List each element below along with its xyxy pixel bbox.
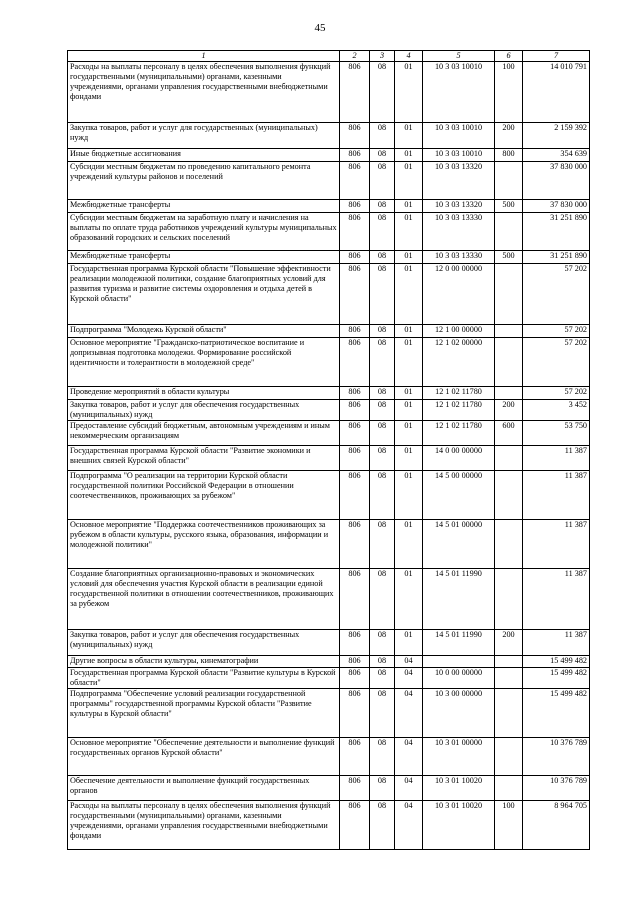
- row-value-cell: 08: [370, 123, 395, 149]
- row-value-cell: [495, 738, 523, 776]
- row-name-cell: Закупка товаров, работ и услуг для обеспечения государственных (муниципальных) нужд: [68, 630, 340, 656]
- row-value-cell: 200: [495, 123, 523, 149]
- header-cell: 6: [495, 51, 523, 62]
- row-value-cell: 08: [370, 325, 395, 338]
- row-value-cell: 04: [395, 738, 423, 776]
- row-value-cell: 806: [340, 656, 370, 668]
- header-cell: 3: [370, 51, 395, 62]
- row-value-cell: 806: [340, 251, 370, 264]
- row-value-cell: 806: [340, 738, 370, 776]
- row-value-cell: 08: [370, 569, 395, 630]
- row-value-cell: 806: [340, 569, 370, 630]
- row-value-cell: 200: [495, 630, 523, 656]
- row-value-cell: 806: [340, 325, 370, 338]
- row-value-cell: 01: [395, 162, 423, 200]
- row-value-cell: 08: [370, 200, 395, 213]
- row-value-cell: 806: [340, 520, 370, 569]
- row-name-cell: Иные бюджетные ассигнования: [68, 149, 340, 162]
- table-row: [68, 338, 590, 387]
- row-value-cell: 57 202: [523, 387, 590, 400]
- row-value-cell: 12 1 00 00000: [423, 325, 495, 338]
- row-name-cell: Закупка товаров, работ и услуг для государственных (муниципальных) нужд: [68, 123, 340, 149]
- row-value-cell: 01: [395, 569, 423, 630]
- row-name-cell: Обеспечение деятельности и выполнение функций государственных органов: [68, 776, 340, 801]
- row-value-cell: [495, 471, 523, 520]
- header-row: [68, 51, 590, 62]
- table-row: [68, 421, 590, 446]
- row-value-cell: 15 499 482: [523, 656, 590, 668]
- row-value-cell: 08: [370, 387, 395, 400]
- row-value-cell: 01: [395, 264, 423, 325]
- row-value-cell: 01: [395, 149, 423, 162]
- row-value-cell: 806: [340, 387, 370, 400]
- row-value-cell: 806: [340, 400, 370, 421]
- row-value-cell: 08: [370, 801, 395, 850]
- row-value-cell: 08: [370, 738, 395, 776]
- row-name-cell: Предоставление субсидий бюджетным, автономным учреждениям и иным некоммерческим организациям: [68, 421, 340, 446]
- row-value-cell: 354 639: [523, 149, 590, 162]
- row-value-cell: 14 010 791: [523, 62, 590, 123]
- row-name-cell: Субсидии местным бюджетам на заработную плату и начисления на выплаты по оплате труда работников учреждений культуры муниципальных образований городских и сельских поселений: [68, 213, 340, 251]
- row-value-cell: 10 376 789: [523, 776, 590, 801]
- row-value-cell: 15 499 482: [523, 689, 590, 738]
- row-value-cell: 11 387: [523, 569, 590, 630]
- row-name-cell: Подпрограмма "Молодежь Курской области": [68, 325, 340, 338]
- row-value-cell: 500: [495, 251, 523, 264]
- row-value-cell: 04: [395, 689, 423, 738]
- row-name-cell: Основное мероприятие "Обеспечение деятельности и выполнение функций государственных органов Курской области": [68, 738, 340, 776]
- row-value-cell: 08: [370, 162, 395, 200]
- row-value-cell: 10 3 00 00000: [423, 689, 495, 738]
- budget-table: [67, 50, 590, 850]
- row-value-cell: 10 0 00 00000: [423, 668, 495, 689]
- row-value-cell: 100: [495, 62, 523, 123]
- row-value-cell: [423, 656, 495, 668]
- row-value-cell: 01: [395, 387, 423, 400]
- table-row: [68, 162, 590, 200]
- row-name-cell: Подпрограмма "Обеспечение условий реализации государственной программы" государственной программы Курской области "Развитие культуры в Курской области": [68, 689, 340, 738]
- row-value-cell: [495, 569, 523, 630]
- row-value-cell: 08: [370, 338, 395, 387]
- row-value-cell: 08: [370, 149, 395, 162]
- row-value-cell: [495, 656, 523, 668]
- row-name-cell: Государственная программа Курской области "Развитие экономики и внешних связей Курской области": [68, 446, 340, 471]
- row-value-cell: 10 3 03 13330: [423, 251, 495, 264]
- row-value-cell: 11 387: [523, 471, 590, 520]
- row-value-cell: 806: [340, 213, 370, 251]
- row-value-cell: 04: [395, 668, 423, 689]
- row-name-cell: Основное мероприятие "Поддержка соотечественников проживающих за рубежом в области культуры, русского языка, образования, информации и молодежной политики": [68, 520, 340, 569]
- table-row: [68, 62, 590, 123]
- row-value-cell: 08: [370, 776, 395, 801]
- row-value-cell: [495, 213, 523, 251]
- header-cell: 2: [340, 51, 370, 62]
- row-value-cell: 600: [495, 421, 523, 446]
- row-value-cell: 08: [370, 251, 395, 264]
- table-row: [68, 264, 590, 325]
- row-value-cell: 806: [340, 689, 370, 738]
- row-value-cell: 14 5 01 00000: [423, 520, 495, 569]
- table-row: [68, 689, 590, 738]
- row-value-cell: 37 830 000: [523, 162, 590, 200]
- row-value-cell: 11 387: [523, 630, 590, 656]
- row-name-cell: Другие вопросы в области культуры, кинематографии: [68, 656, 340, 668]
- table-row: [68, 801, 590, 850]
- row-value-cell: [495, 387, 523, 400]
- row-value-cell: [495, 776, 523, 801]
- row-value-cell: 12 1 02 00000: [423, 338, 495, 387]
- row-value-cell: 806: [340, 421, 370, 446]
- row-value-cell: 08: [370, 656, 395, 668]
- row-value-cell: 12 1 02 11780: [423, 421, 495, 446]
- row-value-cell: 01: [395, 200, 423, 213]
- row-name-cell: Закупка товаров, работ и услуг для обеспечения государственных (муниципальных) нужд: [68, 400, 340, 421]
- row-value-cell: 08: [370, 446, 395, 471]
- row-value-cell: 01: [395, 213, 423, 251]
- row-value-cell: 14 5 00 00000: [423, 471, 495, 520]
- row-name-cell: Подпрограмма "О реализации на территории Курской области государственной политики Российской Федерации в отношении соотечественников, проживающих за рубежом": [68, 471, 340, 520]
- row-value-cell: [495, 338, 523, 387]
- table-row: [68, 520, 590, 569]
- row-value-cell: 04: [395, 776, 423, 801]
- row-value-cell: 01: [395, 471, 423, 520]
- row-value-cell: 37 830 000: [523, 200, 590, 213]
- row-value-cell: 01: [395, 520, 423, 569]
- row-value-cell: 12 0 00 00000: [423, 264, 495, 325]
- table-row: [68, 738, 590, 776]
- row-value-cell: 12 1 02 11780: [423, 400, 495, 421]
- row-value-cell: 01: [395, 123, 423, 149]
- row-value-cell: 806: [340, 162, 370, 200]
- header-cell: 5: [423, 51, 495, 62]
- row-value-cell: 10 3 03 10010: [423, 62, 495, 123]
- row-value-cell: 806: [340, 668, 370, 689]
- row-value-cell: 08: [370, 630, 395, 656]
- row-value-cell: 08: [370, 62, 395, 123]
- row-value-cell: 10 3 03 13330: [423, 213, 495, 251]
- row-value-cell: 57 202: [523, 338, 590, 387]
- table-body: [68, 62, 590, 850]
- row-value-cell: 10 3 03 13320: [423, 200, 495, 213]
- table-row: [68, 325, 590, 338]
- header-cell: 7: [523, 51, 590, 62]
- table-row: [68, 569, 590, 630]
- row-value-cell: 14 5 01 11990: [423, 630, 495, 656]
- table-row: [68, 656, 590, 668]
- row-value-cell: [495, 520, 523, 569]
- table-row: [68, 213, 590, 251]
- table-row: [68, 123, 590, 149]
- row-value-cell: 11 387: [523, 446, 590, 471]
- row-value-cell: 01: [395, 400, 423, 421]
- row-value-cell: 10 3 03 10010: [423, 123, 495, 149]
- row-name-cell: Межбюджетные трансферты: [68, 200, 340, 213]
- table-row: [68, 446, 590, 471]
- row-value-cell: 806: [340, 630, 370, 656]
- row-value-cell: [495, 689, 523, 738]
- table-row: [68, 200, 590, 213]
- row-value-cell: 01: [395, 421, 423, 446]
- row-value-cell: 08: [370, 421, 395, 446]
- row-value-cell: 10 3 03 10010: [423, 149, 495, 162]
- row-value-cell: 15 499 482: [523, 668, 590, 689]
- row-value-cell: 806: [340, 338, 370, 387]
- row-value-cell: [495, 668, 523, 689]
- row-name-cell: Межбюджетные трансферты: [68, 251, 340, 264]
- row-value-cell: 01: [395, 446, 423, 471]
- row-value-cell: 14 5 01 11990: [423, 569, 495, 630]
- row-value-cell: 806: [340, 200, 370, 213]
- row-name-cell: Государственная программа Курской области "Повышение эффективности реализации молодежной политики, создание благоприятных условий для развития туризма и развитие системы оздоровления и отдыха детей в Курской области": [68, 264, 340, 325]
- row-value-cell: 08: [370, 400, 395, 421]
- row-value-cell: 04: [395, 656, 423, 668]
- table-row: [68, 400, 590, 421]
- row-value-cell: [495, 162, 523, 200]
- row-value-cell: 04: [395, 801, 423, 850]
- row-value-cell: 31 251 890: [523, 213, 590, 251]
- row-value-cell: 200: [495, 400, 523, 421]
- row-value-cell: 01: [395, 630, 423, 656]
- row-value-cell: 14 0 00 00000: [423, 446, 495, 471]
- row-value-cell: 57 202: [523, 325, 590, 338]
- row-name-cell: Расходы на выплаты персоналу в целях обеспечения выполнения функций государственными (муниципальными) органами, казенными учреждениями, органами управления государственными внебюджетными фондами: [68, 62, 340, 123]
- row-name-cell: Проведение мероприятий в области культуры: [68, 387, 340, 400]
- row-value-cell: 500: [495, 200, 523, 213]
- row-value-cell: 57 202: [523, 264, 590, 325]
- row-value-cell: 10 3 01 00000: [423, 738, 495, 776]
- row-value-cell: 806: [340, 149, 370, 162]
- table-row: [68, 668, 590, 689]
- row-value-cell: 10 3 03 13320: [423, 162, 495, 200]
- table-row: [68, 471, 590, 520]
- row-name-cell: Субсидии местным бюджетам по проведению капитального ремонта учреждений культуры районов и поселений: [68, 162, 340, 200]
- row-value-cell: 10 3 01 10020: [423, 776, 495, 801]
- row-value-cell: 806: [340, 776, 370, 801]
- row-value-cell: 806: [340, 801, 370, 850]
- row-value-cell: 806: [340, 123, 370, 149]
- row-value-cell: 10 3 01 10020: [423, 801, 495, 850]
- header-cell: 1: [68, 51, 340, 62]
- row-value-cell: 806: [340, 471, 370, 520]
- row-value-cell: 12 1 02 11780: [423, 387, 495, 400]
- page-number: 45: [314, 22, 326, 34]
- row-name-cell: Основное мероприятие "Гражданско-патриотическое воспитание и допризывная подготовка молодежи. Формирование российской идентичности и толерантности в молодежной среде": [68, 338, 340, 387]
- row-value-cell: [495, 446, 523, 471]
- row-value-cell: 01: [395, 338, 423, 387]
- row-value-cell: 3 452: [523, 400, 590, 421]
- row-value-cell: 08: [370, 471, 395, 520]
- row-name-cell: Расходы на выплаты персоналу в целях обеспечения выполнения функций государственными (муниципальными) органами, казенными учреждениями, органами управления государственными внебюджетными фондами: [68, 801, 340, 850]
- row-value-cell: [495, 325, 523, 338]
- row-value-cell: 806: [340, 62, 370, 123]
- row-value-cell: 01: [395, 325, 423, 338]
- row-value-cell: 10 376 789: [523, 738, 590, 776]
- row-value-cell: 08: [370, 264, 395, 325]
- row-value-cell: 01: [395, 62, 423, 123]
- row-value-cell: 53 750: [523, 421, 590, 446]
- row-value-cell: [495, 264, 523, 325]
- row-value-cell: 08: [370, 520, 395, 569]
- row-value-cell: 11 387: [523, 520, 590, 569]
- row-value-cell: 8 964 705: [523, 801, 590, 850]
- row-value-cell: 01: [395, 251, 423, 264]
- row-value-cell: 800: [495, 149, 523, 162]
- table-row: [68, 776, 590, 801]
- row-name-cell: Создание благоприятных организационно-правовых и экономических условий для обеспечения участия Курской области в реализации единой государственной политики в отношении соотечественников, проживающих за рубежом: [68, 569, 340, 630]
- row-value-cell: 08: [370, 213, 395, 251]
- table-row: [68, 251, 590, 264]
- table-row: [68, 630, 590, 656]
- row-name-cell: Государственная программа Курской области "Развитие культуры в Курской области": [68, 668, 340, 689]
- table-row: [68, 149, 590, 162]
- row-value-cell: 806: [340, 264, 370, 325]
- row-value-cell: 31 251 890: [523, 251, 590, 264]
- header-cell: 4: [395, 51, 423, 62]
- row-value-cell: 2 159 392: [523, 123, 590, 149]
- row-value-cell: 08: [370, 668, 395, 689]
- row-value-cell: 806: [340, 446, 370, 471]
- table-row: [68, 387, 590, 400]
- row-value-cell: 08: [370, 689, 395, 738]
- row-value-cell: 100: [495, 801, 523, 850]
